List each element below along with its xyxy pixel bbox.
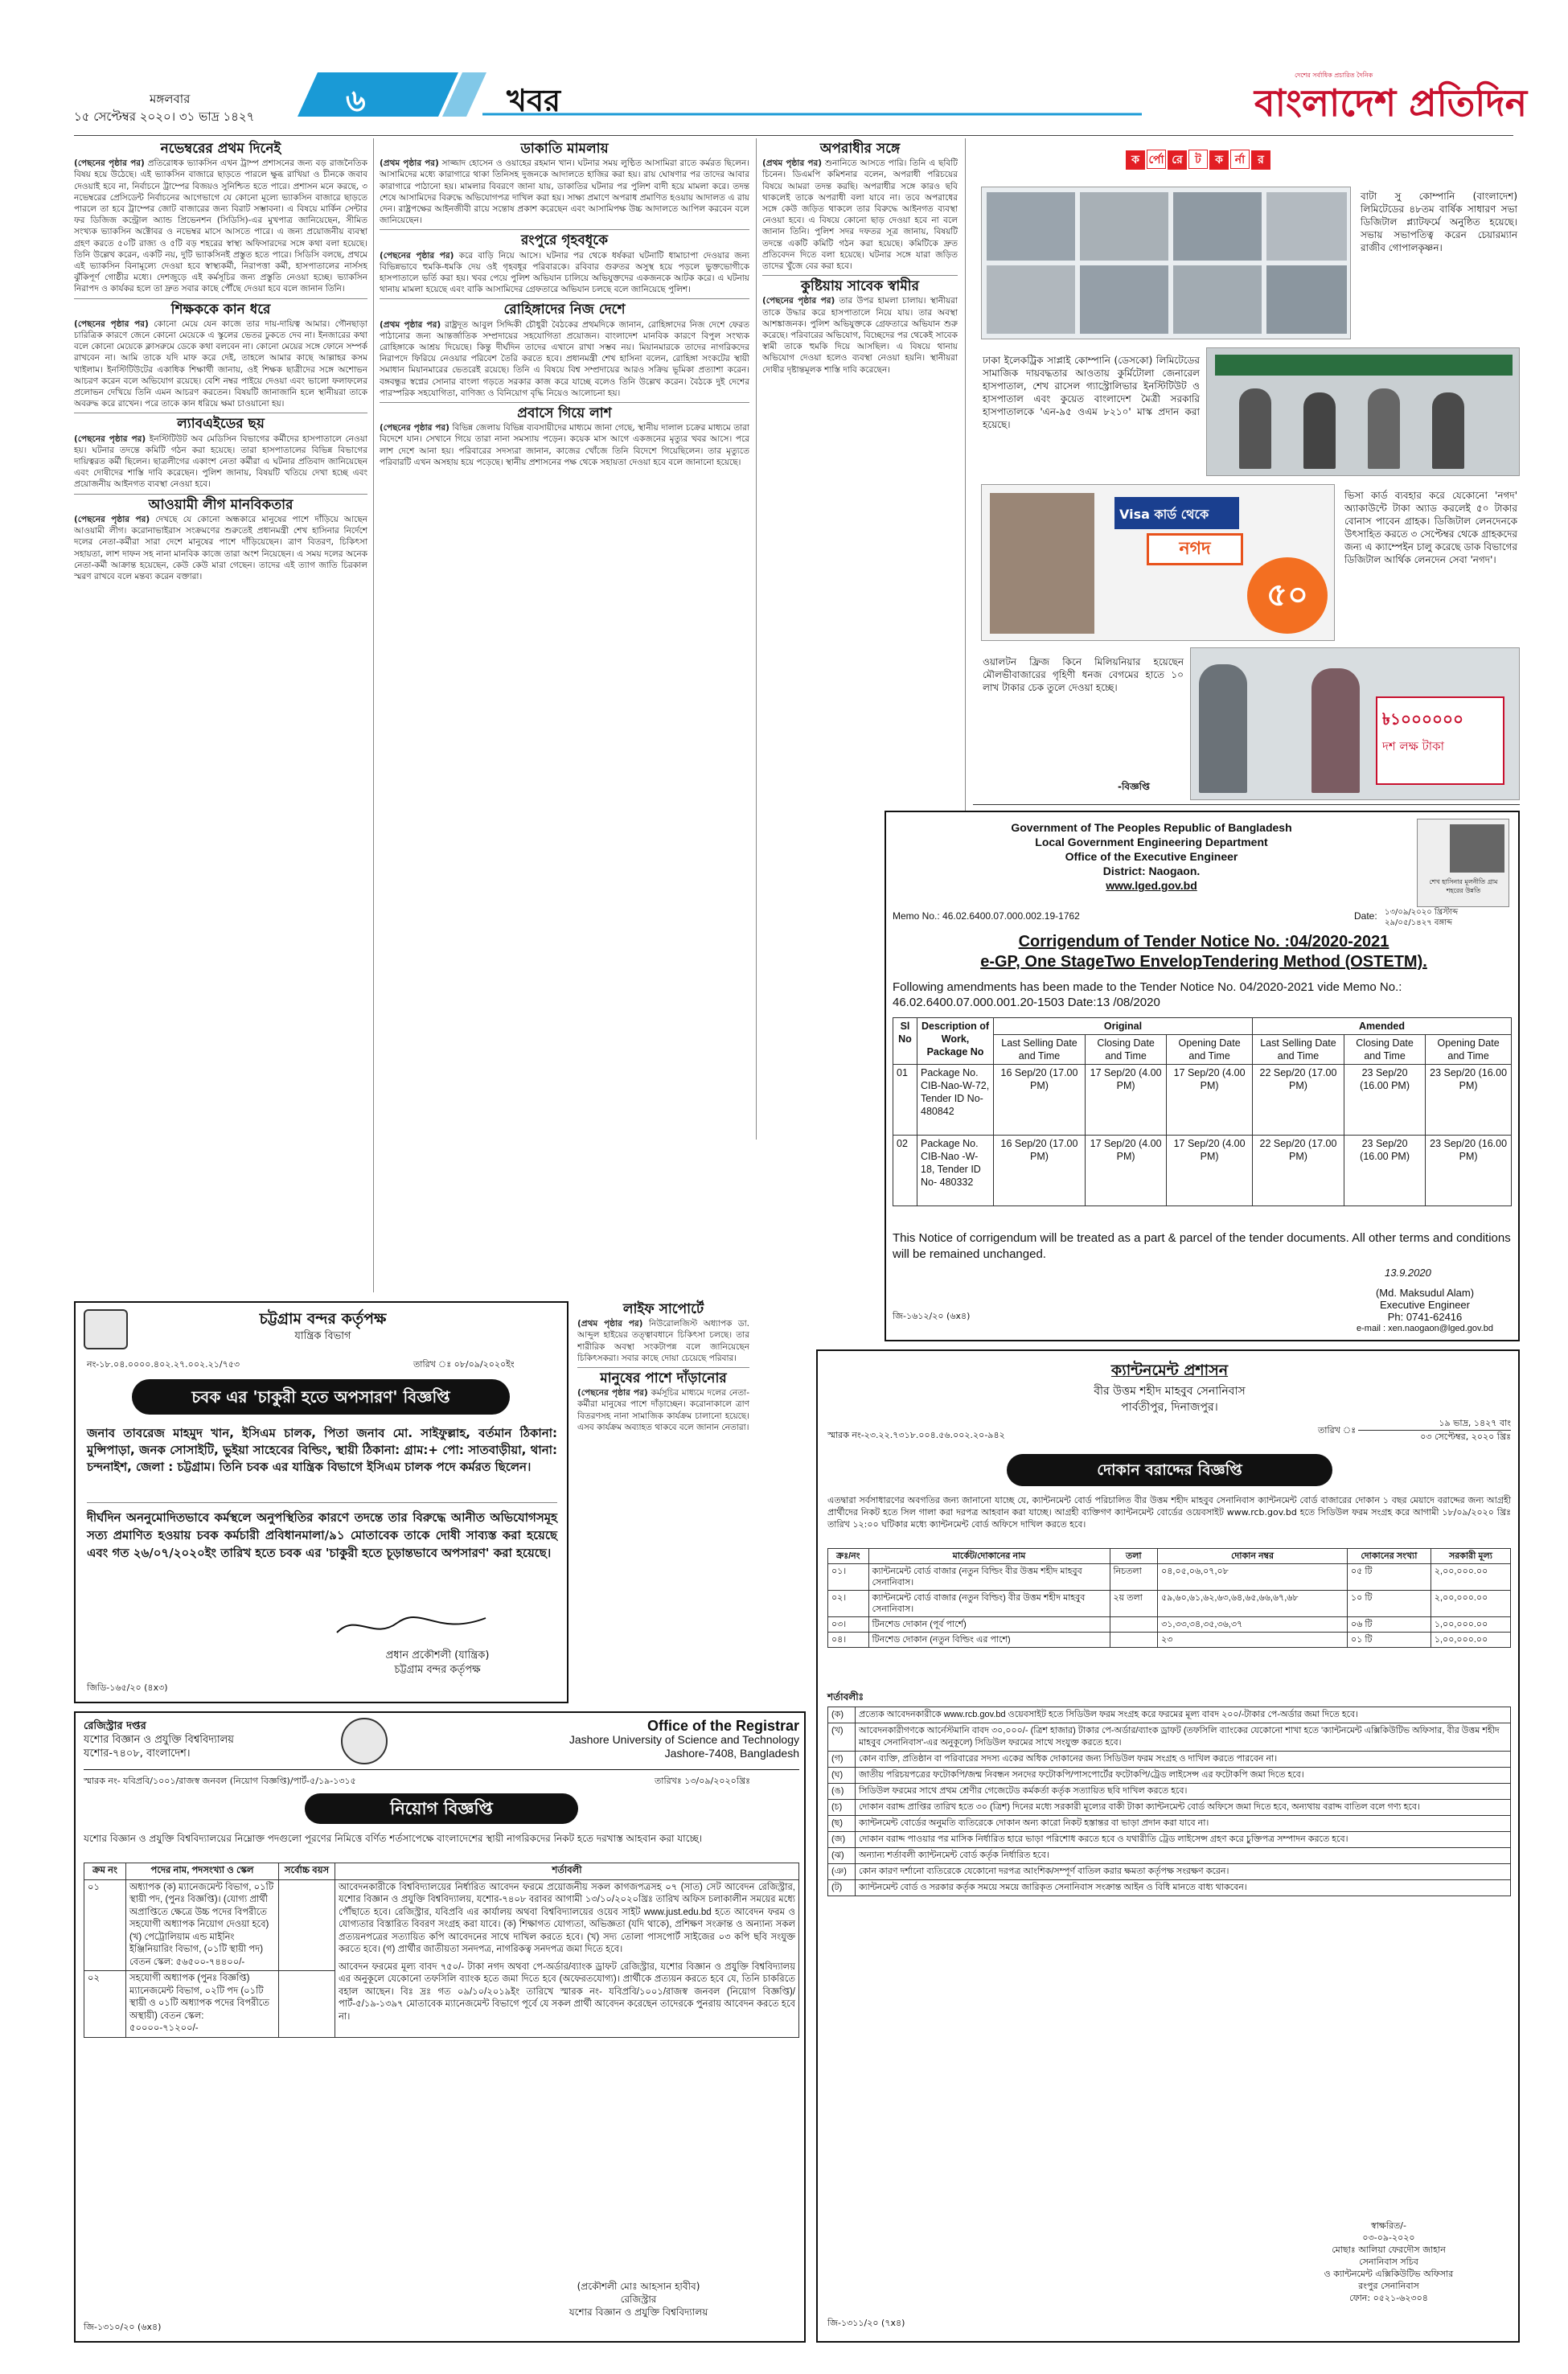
lged-memo: Memo No.: 46.02.6400.07.000.002.19-1762 [893, 910, 1080, 922]
cell [279, 1971, 335, 2038]
cell: ২,০০,০০০.০০ [1430, 1564, 1510, 1591]
lged-website: www.lged.gov.bd [1106, 879, 1197, 892]
lged-sign-name: (Md. Maksudul Alam) [1375, 1287, 1475, 1299]
term-row: (ট) ক্যান্টনমেন্ট বোর্ড ও সরকার কর্তৃক সময়ে সময়ে জারিকৃত সেনানিবাস সংক্রান্ত আইন ও বিধি মানতে বাধ্য থাকবেন। [828, 1880, 1511, 1896]
cant-line3: পার্বতীপুর, দিনাজপুর। [1121, 1401, 1218, 1414]
th-sub: Last Selling Date and Time [994, 1035, 1086, 1065]
article-body: প্রতিরোধক ভ্যাকসিন এখন ট্রাম্প প্রশাসনের জন্য বড় রাজনৈতিক বিষয় হয়ে উঠেছে। এই ভ্যাকসিন বাজারে ছাড়তে পারলে ক্ষুব্ধ রাখিয়া ও চীনকে জবাব দেওয়াই হবে না, নির্বাচনে ট্রাম্পের বিজয়ও সুনিশ্চিত হতে পারে। প্রশাসন মনে করছে, ৩ নভেম্বরের প্রেসিডেন্ট নির্বাচনের আগেভাগে যে কোনো মূল্যে ভ্যাকসিন বাজারে ছাড়তে পারলে তা হবে ট্রাম্পের জোট বাজারের জন্য বিরাট সম্ভাবনা। এ বিষয়ে মার্কিন সেন্টার ফর ডিজিজ কন্ট্রোল অ্যান্ড প্রিভেনশন (সিডিসি)-এর মুখপাত্র জানিয়েছেন, সীমিত সংখ্যক ভ্যাকসিন অক্টোবর ও নভেম্বর মাসে আসতে পারে। এ জন্য প্রয়োজনীয় ব্যবস্থা গ্রহণ করতে ৫০টি রাজ্য ও ৫টি বড় শহরের স্বাস্থ্য অফিসারদের সঙ্গে কথা বলা হয়েছে। তিনি উল্লেখ করেন, একটি নয়, দুটি ভ্যাকসিনই প্রস্তুত হতে পারে। সিডিসি বলছে, প্রথমে এই ভ্যাকসিন বিনামূল্যে দেওয়া হবে স্বাস্থ্যকর্মী, নিরাপত্তা কর্মী, হাসপাতালের নার্সসহ ঝুঁকিপূর্ণ গোষ্ঠীর মধ্যে। দেশজুড়ে এই কর্মসূচির জন্য প্রস্তুতি নেওয়া হচ্ছে। ভ্যাকসিন নিরাপদ ও কার্যকর হলে তা দ্রুত সবার কাছে পৌঁছে দেওয়া হবে বলে জানান তিনি। [74, 158, 367, 294]
article-title: নভেম্বরের প্রথম দিনেই [160, 141, 281, 157]
lged-ref: জি-১৬১২/২০ (৬x৪) [893, 1311, 971, 1321]
cell-sl: 01 [893, 1065, 917, 1136]
table-row [893, 1065, 1512, 1136]
term-row: (ঙ) সিডিউল ফরমের সাথে প্রথম শ্রেণীর গেজেটেড কর্মকর্তা কর্তৃক সত্যায়িত ছবি দাখিল করতে হবে। [828, 1784, 1511, 1800]
th-sub: Last Selling Date and Time [1252, 1035, 1344, 1065]
corporate-caption-bata: বাটা সু কোম্পানি (বাংলাদেশ) লিমিটেডের ৪৮তম বার্ষিক সাধারণ সভা ডিজিটাল প্ল্যাটফর্মে অনুষ্ঠিত হয়েছে। সভায় সভাপতিত্ব করেন চেয়ারম্যান রাজীব গোপালকৃষ্ণন। [1361, 191, 1517, 253]
cell: 16 Sep/20 (17.00 PM) [994, 1136, 1086, 1206]
port-sign-org: চট্টগ্রাম বন্দর কর্তৃপক্ষ [394, 1664, 481, 1676]
article-body: বিভিন্ন জেলায় বিভিন্ন ব্যবসায়ীদের মাধ্যমে জানা গেছে, স্থানীয় দালাল চক্রের মাধ্যমে তারা বিদেশে যান। সেখানে গিয়ে তারা নানা সমস্যায় পড়েন। কয়েক মাস আগে একজনের মৃত্যুর খবর আসে। পরে লাশ দেশে আনা হয়। পরিবারের সদস্যরা জানান, কাজের খোঁজে তিনি বিদেশে গিয়েছিলেন। তার মৃত্যুতে পরিবারটি এখন অসহায় হয়ে পড়েছে। স্থানীয় প্রশাসনের পক্ষ থেকে সহায়তা দেওয়া হবে বলে জানানো হয়েছে। [380, 423, 749, 467]
lged-email: e-mail : xen.naogaon@lged.gov.bd [1357, 1324, 1493, 1333]
th-desc: Description of Work, Package No [917, 1018, 994, 1065]
cell: ১,০০,০০০.০০ [1430, 1633, 1510, 1648]
lged-line4: District: Naogaon. [1102, 865, 1201, 877]
cell: 23 Sep/20 (16.00 PM) [1426, 1065, 1512, 1136]
lged-date-label: Date: [1354, 910, 1377, 922]
article-body: নিউরোলজিস্ট অধ্যাপক ডা. আব্দুল হাইয়ের তত্ত্বাবধানে চিকিৎসা চলছে। তার শারীরিক অবস্থা সংকটাপন্ন বলে জানিয়েছেন চিকিৎসকরা। সবার কাছে দোয়া চেয়েছে পরিবার। [577, 1319, 749, 1363]
just-right1: Office of the Registrar [646, 1718, 799, 1734]
cell-desc: Package No. CIB-Nao -W-18, Tender ID No- 480332 [917, 1136, 994, 1206]
th: ক্রঃ/নং [828, 1549, 869, 1564]
nagad-visa-label: Visa কার্ড থেকে [1114, 497, 1239, 529]
th: পদের নাম, পদসংখ্যা ও স্কেল [126, 1863, 279, 1880]
article-body: সাজ্জাদ হোসেন ও ওয়াহের রহমান খান। ঘটনার সময় লুণ্ঠিত আসামিরা রাতে কর্মরত ছিলেন। আসামিদের মধ্যে কারাগারে থাকা তিনিসহ দুজনকে আদালতে হাজির করা হয়। রায় ঘোষণার পর তাদের আবার কারাগারে পাঠানো হয়। মামলার বিবরণে জানা যায়, ডাকাতির ঘটনার পর পুলিশ বাদী হয়ে মামলা করে। তদন্ত শেষে আসামিদের বিরুদ্ধে অভিযোগপত্র দাখিল করা হয়। সাক্ষ্য প্রমাণে অপরাধ প্রমাণিত হওয়ায় আদালত এ রায় দেন। রাষ্ট্রপক্ষের আইনজীবী রায়ে সন্তোষ প্রকাশ করেছেন এবং আসামিপক্ষ উচ্চ আদালতে আপিল করবেন বলে জানিয়েছেন। [380, 158, 749, 226]
header-day: মঙ্গলবার [150, 92, 191, 106]
just-table [84, 1863, 799, 2038]
cell: ০৩। [828, 1617, 869, 1633]
cant-sign-title: ও ক্যান্টনমেন্ট এক্সিকিউটিভ অফিসার [1324, 2269, 1454, 2279]
lged-heading1: Corrigendum of Tender Notice No. :04/2020-2021 [1018, 933, 1389, 951]
cant-shop-table [827, 1548, 1511, 1648]
article-body: শুনানিতে আসতে পারি। তিনি এ ছবিটি চিনেন। ডিএমপি কমিশনার বলেন, অপরাধী পরিচয়ের বিষয়ে আমরা তদন্ত করছি। অপরাধীর সঙ্গে কারও ছবি থাকলেই তাকে অপরাধী বলা যাবে না। তবে অপরাধের সঙ্গে কেউ জড়িত থাকলে তার বিরুদ্ধে আইনগত ব্যবস্থা নেওয়া হবে। এ বিষয়ে কোনো ছাড় দেওয়া হবে না বলে জানান তিনি। পুলিশ সদর দফতর সূত্র জানায়, বিষয়টি তদন্তে একটি কমিটি গঠন করা হয়েছে। কমিটিকে দ্রুত প্রতিবেদন দিতে বলা হয়েছে। ঘটনার সঙ্গে যারা জড়িত তাদের খুঁজে বের করা হবে। [762, 158, 958, 272]
article-title: ডাকাতি মামলায় [520, 141, 609, 157]
term-row: (ঘ) জাতীয় পরিচয়পত্রের ফটোকপি/জন্ম নিবন্ধন সনদের ফটোকপি/পাসপোর্টের ফটোকপি/ট্রেড লাইসেন্স এর ফটোকপি জমা দিতে হবে। [828, 1768, 1511, 1784]
just-ref: জি-১৩১০/২০ (৬x৪) [84, 2322, 162, 2332]
just-sign-name: (প্রকৌশলী মোঃ আহসান হাবীব) [577, 2281, 700, 2292]
article-lead: (পেছনের পৃষ্ঠার পর) [74, 158, 145, 169]
cell: 23 Sep/20 (16.00 PM) [1426, 1136, 1512, 1206]
just-terms: আবেদনকারীকে বিশ্ববিদ্যালয়ের নির্ধারিত আবেদন ফরমে প্রয়োজনীয় সকল কাগজপত্রসহ ০৭ (সাত) সেট আবেদন রেজিস্ট্রার, যশোর বিজ্ঞান ও প্রযুক্তি বিশ্ববিদ্যালয়, যশোর-৭৪০৮ বরাবর আগামী ১৩/১০/২০২০খ্রিঃ তারিখ অফিস চলাকালীন সময়ের মধ্যে পৌঁছাতে হবে। রেজিস্ট্রার, যবিপ্রবি এর কার্যালয় অথবা বিশ্ববিদ্যালয়ের ওয়েব সাইট www.just.edu.bd হতে আবেদন ফরম ও যোগ্যতার বিস্তারিত বিবরণ সংগ্রহ করা যাবে। (ক) শিক্ষাগত যোগ্যতা, অভিজ্ঞতা (যদি থাকে), প্রশিক্ষণ সংক্রান্ত ও অন্যান্য সকল প্রত্যয়নপত্রের সত্যায়িত কপি আবেদনের সাথে দাখিল করতে হবে। (খ) সদ্য তোলা পাসপোর্ট সাইজের ০৩ কপি ছবি সংযুক্ত করতে হবে। (গ) প্রার্থীর জাতীয়তা সনদপত্র, নাগরিকত্ব সনদপত্র জমা দিতে হবে। [339, 1882, 795, 1954]
cell: নিচতলা [1110, 1564, 1158, 1591]
cell: ২৩ [1158, 1633, 1348, 1648]
cant-sign-name: মোছাঃ আলিয়া ফেরদৌস জাহান [1332, 2245, 1446, 2255]
article-title: কুষ্টিয়ায় সাবেক স্বামীর [800, 278, 920, 295]
just-heading-pill: নিয়োগ বিজ্ঞপ্তি [305, 1793, 578, 1824]
header-date: ১৫ সেপ্টেম্বর ২০২০। ৩১ ভাদ্র ১৪২৭ [74, 109, 255, 124]
port-date: তারিখ ঃ ০৮/০৯/২০২০ইং [413, 1359, 515, 1370]
article-title: লাইফ সাপোর্টে [622, 1301, 704, 1317]
cant-date-label: তারিখ ঃ [1318, 1425, 1357, 1435]
cant-terms-table [827, 1707, 1511, 1896]
mujib-badge [1417, 819, 1509, 907]
cell [1110, 1617, 1158, 1633]
just-left2: যশোর বিজ্ঞান ও প্রযুক্তি বিশ্ববিদ্যালয় [84, 1734, 234, 1746]
th-original: Original [994, 1018, 1253, 1035]
th-sl: Sl No [893, 1018, 917, 1065]
logo-tagline: দেশের সর্বাধিক প্রচারিত দৈনিক [1295, 72, 1373, 79]
term-row: (ঞ) কোন কারণ দর্শানো ব্যতিরেকে যেকোনো দরপত্র আংশিক/সম্পূর্ণ বাতিল করার ক্ষমতা কর্তৃপক্ষ সংরক্ষণ করেন। [828, 1864, 1511, 1880]
term-row: (ক) প্রত্যেক আবেদনকারীকে www.rcb.gov.bd ওয়েবসাইট হতে সিডিউল ফরম সংগ্রহ করে ফরমের মূল্য বাবদ ২০০/-টাকার পে-অর্ডার জমা দিতে হবে। [828, 1707, 1511, 1723]
article-lead: (প্রথম পৃষ্ঠার পর) [577, 1319, 643, 1329]
just-recruitment-notice [74, 1711, 806, 2343]
lged-table [893, 1017, 1512, 1206]
corporate-caption-walton: ওয়ালটন ফ্রিজ কিনে মিলিয়নিয়ার হয়েছেন মৌলভীবাজারের গৃহিণী ধনজ বেগমের হাতে ১০ লাখ টাকার চেক তুলে দেওয়া হচ্ছে। [983, 656, 1184, 693]
table-row [893, 1136, 1512, 1206]
cell: ১,০০,০০০.০০ [1430, 1617, 1510, 1633]
term-row: (জ) দোকান বরাদ্দ পাওয়ার পর মাসিক নির্ধারিত হারে ভাড়া পরিশোধ করতে হবে ও যথারীতি ট্রেড লাইসেন্স গ্রহণ করে চুক্তিপত্র সম্পাদন করতে হবে। [828, 1832, 1511, 1848]
nagad-brand-logo: নগদ [1147, 533, 1243, 565]
cant-ref: জি-১৩১১/২০ (৭x৪) [827, 2318, 905, 2328]
cell: ০৪। [828, 1633, 869, 1648]
cell: ১০ টি [1348, 1591, 1431, 1617]
just-right2: Jashore University of Science and Technology [569, 1733, 799, 1746]
article-lead: (পেছনের পৃষ্ঠার পর) [74, 514, 150, 524]
cell: ২,০০,০০০.০০ [1430, 1591, 1510, 1617]
just-left3: যশোর-৭৪০৮, বাংলাদেশ। [84, 1748, 191, 1760]
cell: 17 Sep/20 (4.00 PM) [1167, 1065, 1253, 1136]
cell: ক্যান্টনমেন্ট বোর্ড বাজার (নতুন বিল্ডিং) বীর উত্তম শহীদ মাহবুব সেনানিবাস। [868, 1591, 1110, 1617]
cant-line2: বীর উত্তম শহীদ মাহবুব সেনানিবাস [1094, 1385, 1246, 1398]
cant-sign-title: রংপুর সেনানিবাস [1358, 2281, 1419, 2291]
nagad-bonus-badge: ৫০ [1247, 557, 1328, 634]
table-row [828, 1633, 1511, 1648]
th: সর্বোচ্চ বয়স [279, 1863, 335, 1880]
term-row: (চ) দোকান বরাদ্দ প্রাপ্তির তারিখ হতে ৩০ (ত্রিশ) দিনের মধ্যে সরকারী মূল্যের বাকী টাকা ক্যান্টনমেন্ট বোর্ড অফিসে জমা দিতে হবে, অন্যথায় বরাদ্দ বাতিল বলে গণ্য হবে। [828, 1800, 1511, 1816]
cell: ০২। [828, 1591, 869, 1617]
cell: 23 Sep/20 (16.00 PM) [1344, 1065, 1425, 1136]
article-lead: (প্রথম পৃষ্ঠার পর) [380, 319, 441, 330]
port-sign-role: প্রধান প্রকৌশলী (যান্ত্রিক) [385, 1649, 490, 1661]
cant-sign-label: স্বাক্ষরিত/- [1371, 2220, 1406, 2231]
port-paragraph1: জনাব তাবরেজ মাহমুদ খান, ইসিএম চালক, পিতা জনাব মো. সাইফুল্লাহ, বর্তমান ঠিকানা: মুন্সিপাড়া, জনক সোসাইটি, ভুইয়া সাহেবের বিল্ডিং, স্থায়ী ঠিকানা: গ্রাম:+ পো: সাতবাড়ীয়া, থানা: চন্দনাইশ, জেলা : চট্টগ্রাম। তিনি চবক এর যান্ত্রিক বিভাগে ইসিএম চালক পদে কর্মরত ছিলেন। [87, 1426, 557, 1474]
article-title: রংপুরে গৃহবধূকে [520, 232, 609, 249]
cell: ক্যান্টনমেন্ট বোর্ড বাজার (নতুন বিল্ডিং বীর উত্তম শহীদ মাহবুব সেনানিবাস। [868, 1564, 1110, 1591]
photo-nagad-campaign [981, 484, 1335, 641]
lged-date-bangabda: ২৯/০৫/১৪২৭ বঙ্গাব্দ [1385, 918, 1452, 927]
table-row [828, 1617, 1511, 1633]
port-memo: নং-১৮.০৪.০০০০.৪০২.২৭.০০২.২১/৭৫৩ [87, 1359, 240, 1370]
th: দোকান নম্বর [1158, 1549, 1348, 1564]
th: মার্কেট/দোকানের নাম [868, 1549, 1110, 1564]
cell: টিনশেড দোকান (পূর্ব পার্শে) [868, 1617, 1110, 1633]
port-title: চট্টগ্রাম বন্দর কর্তৃপক্ষ [259, 1310, 387, 1328]
portrait-image [1450, 824, 1504, 873]
article-title: রোহিঙ্গাদের নিজ দেশে [503, 302, 626, 318]
news-column-1 [74, 138, 367, 1292]
port-paragraph2: দীর্ঘদিন অননুমোদিতভাবে কর্মস্থলে অনুপস্থিতির কারণে তদন্তে তার বিরুদ্ধে আনীত অভিযোগসমূহ সত্য প্রমাণিত হওয়ায় চবক কর্মচারী প্রবিধানমালা/৯১ মোতাবেক তাকে দোষী সাব্যস্ত করা হয়েছে এবং গত ২৬/০৭/২০২০ইং তারিখ হতে চবক এর 'চাকুরী হতে চূড়ান্তভাবে অপসারণ' করা হয়েছে। [87, 1510, 557, 1560]
just-left1: রেজিস্ট্রার দপ্তর [84, 1720, 146, 1732]
lged-line1: Government of The Peoples Republic of Bangladesh [1011, 821, 1292, 834]
lged-sign-title: Executive Engineer [1379, 1299, 1470, 1311]
section-title: খবর [507, 83, 561, 118]
cell: 23 Sep/20 (16.00 PM) [1344, 1136, 1425, 1206]
corporate-credit: -বিজ্ঞপ্তি [1118, 781, 1150, 792]
news-column-2 [380, 138, 749, 1417]
cell: ০৬ টি [1348, 1617, 1431, 1633]
article-lead: (পেছনের পৃষ্ঠার পর) [74, 433, 146, 444]
cell: ০১। [828, 1564, 869, 1591]
cant-sign-date: ০৩-০৯-২০২০ [1362, 2232, 1415, 2243]
table-row [828, 1564, 1511, 1591]
th: শর্তাবলী [335, 1863, 799, 1880]
article-lead: (প্রথম পৃষ্ঠার পর) [380, 158, 439, 169]
term-row: (খ) আবেদনকারীগণকে আর্নেস্টমানি বাবদ ৩০,০০০/- (ত্রিশ হাজার) টাকার পে-অর্ডার/ব্যাংক ড্রাফট (তফসিলি ব্যাংকের যেকোনো শাখা হতে 'ক্যান্টনমেন্ট এক্সিকিউটিভ অফিসার, বীর উত্তম শহীদ মাহবুব সেনানিবাস'-এর অনুকূলে) সিডিউল ফরমের সাথে সংযুক্ত করতে হবে। [828, 1723, 1511, 1752]
just-sign-title: রেজিস্ট্রার [620, 2294, 657, 2305]
cell: 17 Sep/20 (4.00 PM) [1167, 1136, 1253, 1206]
cell: 22 Sep/20 (17.00 PM) [1252, 1065, 1344, 1136]
th-amended: Amended [1252, 1018, 1511, 1035]
cant-phone: ফোন: ০৫২১-৬২৩০৪ [1349, 2293, 1428, 2303]
corporate-corner-title: ক র্পো রে ট ক র্না র [1126, 150, 1272, 170]
article-title: আওয়ামী লীগ মানবিকতার [148, 496, 293, 513]
cell: ০২ [84, 1971, 126, 2038]
table-row [828, 1591, 1511, 1617]
logo: বাংলাদেশ প্রতিদিন [1254, 81, 1528, 125]
article-title: মানুষের পাশে দাঁড়ানোর [600, 1370, 727, 1387]
page-number: ৬ [346, 83, 366, 118]
cant-title: ক্যান্টনমেন্ট প্রশাসন [1110, 1362, 1229, 1379]
article-body: কোনো মেয়ে যেন কাজে তার দায়-দায়িত্ব আমার। গৌনছাড়া চারিত্রিক কারণে জেনে কোনো মেয়েকে এ স্কুলের ভেতর ঢুকতে দেব না। ইনজারের কথা বলে কোনো মেয়েকে ক্লাসরুমে ডেকে কথা বলবেন না। কোনো মেয়ের সঙ্গে ফোনে সম্পর্ক রাখবেন না। আমি তাকে যদি মাফ করে দেই, তাহলে আমার কাছে আল্লাহর কসম খাইলাম। ইনস্টিটিউটের একাধিক শিক্ষার্থী জানায়, ওই শিক্ষক ছাত্রীদের সঙ্গে অশোভন আচরণ করেন বলে অভিযোগ রয়েছে। বেশি নম্বর পাইয়ে দেওয়া এবং ভালো ফলাফলের প্রলোভন দেখিয়ে তিনি এমন আচরণ করতেন। বিষয়টি জানাজানি হলে স্থানীয়রা তাকে অবরুদ্ধ করে রাখেন। পরে তাকে কান ধরিয়ে ক্ষমা চাওয়ানো হয়। [74, 318, 367, 409]
article-body: রাষ্ট্রদূত আবুল সিদ্দিকী চৌধুরী বৈঠকের প্রথমদিকে জানান, রোহিঙ্গাদের নিজ দেশে ফেরত পাঠানোর জন্য আন্তর্জাতিক সম্প্রদায়ের সহযোগিতা প্রয়োজন। বাংলাদেশ মানবিক কারণে বিপুল সংখ্যক রোহিঙ্গাকে আশ্রয় দিয়েছে। কিন্তু দীর্ঘদিন তাদের এখানে রাখা সম্ভব নয়। মিয়ানমারকে তাদের নাগরিকদের নিরাপদে ফিরিয়ে নেওয়ার পরিবেশ তৈরি করতে হবে। প্রধানমন্ত্রী শেখ হাসিনা বলেন, রোহিঙ্গা সংকটের স্থায়ী সমাধান মিয়ানমারের ভেতরেই রয়েছে। তিনি এ বিষয়ে বিশ্ব সম্প্রদায়ের আরও সক্রিয় ভূমিকা প্রত্যাশা করেন। বঙ্গবন্ধুর স্বপ্নের সোনার বাংলা গড়তে সরকার কাজ করে যাচ্ছে বলেও তিনি উল্লেখ করেন। বৈঠকে দুই দেশের পারস্পরিক সহযোগিতা, বাণিজ্য ও বিনিয়োগ বৃদ্ধি নিয়েও আলোচনা হয়। [380, 319, 749, 398]
th-sub: Closing Date and Time [1086, 1035, 1167, 1065]
table-row [84, 1879, 799, 1971]
cell: সহযোগী অধ্যাপক (পুনঃ বিজ্ঞপ্তি) ম্যানেজমেন্ট বিভাগ, ০২টি পদ (০১টি স্থায়ী ও ০১টি অধ্যাপক পদের বিপরীতে অস্থায়ী) বেতন স্কেল: ৫০০০০-৭১২০০/- [126, 1971, 279, 2038]
lged-tender-notice [885, 811, 1520, 1341]
cell: 17 Sep/20 (4.00 PM) [1086, 1136, 1167, 1206]
lged-sign-date: 13.9.2020 [1385, 1267, 1431, 1279]
photo-walton-cheque [1190, 647, 1520, 800]
corporate-caption-nagad: ভিসা কার্ড ব্যবহার করে যেকোনো 'নগদ' অ্যাকাউন্টে টাকা অ্যাড করলেই ৫০ টাকার বোনাস পাবেন গ্রাহক। ডিজিটাল লেনদেনকে উৎসাহিত করতে ৩ সেপ্টেম্বর থেকে গ্রাহকদের জন্য এ ক্যাম্পেইন চালু করেছে ডাক বিভাগের ডিজিটাল আর্থিক লেনদেন সেবা 'নগদ'। [1344, 490, 1517, 565]
port-signature [333, 1608, 494, 1645]
lged-intro: Following amendments has been made to the Tender Notice No. 04/2020-2021 vide Memo No.: 46.02.6400.07.000.001.20-1503 Date:13 /08/2020 [893, 980, 1402, 1009]
cant-intro: এতদ্বারা সর্বসাধারণের অবগতির জন্য জানানো যাচ্ছে যে, ক্যান্টনমেন্ট বোর্ড পরিচালিত বীর উত্তম শহীদ মাহবুব সেনানিবাস ক্যান্টনমেন্ট বোর্ড বাজারের দোকান ১ বছর মেয়াদে বরাদ্দের জন্য আগ্রহী প্রার্থীদের নিকট হতে সিল গালা করা দরপত্র আহবান করা যাচ্ছে। আগ্রহী ব্যক্তিগণ ক্যান্টনমেন্ট বোর্ডের ওয়েবসাইট www.rcb.gov.bd হতে সিডিউল ফরম সংগ্রহ করে আগামী ১৮/০৯/২০২০ খ্রিঃ তারিখ ১২:০০ ঘটিকার মধ্যে ক্যান্টনমেন্ট বোর্ড অফিসে দাখিল করতে হবে। [827, 1495, 1511, 1530]
cell: ০৫ টি [1348, 1564, 1431, 1591]
cell-desc: Package No. CIB-Nao-W-72, Tender ID No- 480842 [917, 1065, 994, 1136]
cell: ৫৯,৬০,৬১,৬২,৬৩,৬৪,৬৫,৬৬,৬৭,৬৮ [1158, 1591, 1348, 1617]
just-seal-icon [341, 1718, 388, 1764]
just-intro: যশোর বিজ্ঞান ও প্রযুক্তি বিশ্ববিদ্যালয়ের নিম্নোক্ত পদগুলো পূরণের নিমিত্তে বর্ণিত শর্তসাপেক্ষে বাংলাদেশের স্থায়ী নাগরিকদের নিকট হতে দরখাস্ত আহবান করা যাচ্ছে। [84, 1833, 703, 1844]
cant-date-bn: ১৯ ভাদ্র, ১৪২৭ বাং [1358, 1417, 1511, 1431]
th-sub: Opening Date and Time [1167, 1035, 1253, 1065]
port-ref: জিডি-১৬৫/২০ (৪x৩) [87, 1682, 168, 1693]
article-lead: (পেছনের পৃষ্ঠার পর) [762, 296, 835, 306]
article-title: অপরাধীর সঙ্গে [819, 141, 901, 157]
just-date: তারিখঃ ১৩/০৯/২০২০খ্রিঃ [655, 1776, 751, 1786]
article-body: কর্মসূচির মাধ্যমে দলের নেতা-কর্মীরা মানুষের পাশে দাঁড়াচ্ছেন। করোনাকালে ত্রাণ বিতরণসহ নানা সামাজিক কার্যক্রম চালানো হয়েছে। এসব কার্যক্রম অব্যাহত থাকবে বলে জানান নেতারা। [577, 1388, 749, 1432]
lged-footer: This Notice of corrigendum will be treated as a part & parcel of the tender documents. All other terms and conditions will be remained unchanged. [893, 1231, 1511, 1261]
port-subtitle: যান্ত্রিক বিভাগ [294, 1330, 351, 1342]
th-sub: Opening Date and Time [1426, 1035, 1512, 1065]
cell: ০৪,০৫,০৬,০৭,০৮ [1158, 1564, 1348, 1591]
article-body: ইনস্টিটিউট অব মেডিসিন বিভাগের কর্মীদের হাসপাতালে নেওয়া হয়। ঘটনার তদন্তে কমিটি গঠন করা হয়েছে। তারা হাসপাতালের বিভিন্ন বিভাগের দায়িত্বরত কর্মী ছিলেন। ছাত্রলীগের একাংশ নেতা কর্মীরা এ ঘটনার প্রতিবাদ জানিয়েছেন এবং দোষীদের শাস্তি দাবি করেছেন। পুলিশ জানায়, বিষয়টি খতিয়ে দেখা হচ্ছে এবং প্রয়োজনীয় আইনগত ব্যবস্থা নেওয়া হবে। [74, 433, 367, 490]
lged-line2: Local Government Engineering Department [1035, 836, 1268, 848]
article-body: তার উপর হামলা চালায়। স্থানীয়রা তাকে উদ্ধার করে হাসপাতালে নিয়ে যায়। তার অবস্থা আশঙ্কাজনক। পুলিশ অভিযুক্তকে গ্রেফতারে অভিযান শুরু করেছে। পরিবারের অভিযোগ, বিচ্ছেদের পর থেকেই সাবেক স্বামী তাকে হুমকি দিয়ে আসছিল। এ বিষয়ে থানায় অভিযোগ দেওয়া হলেও ব্যবস্থা নেওয়া হয়নি। স্থানীয়রা দোষীর দৃষ্টান্তমূলক শাস্তি দাবি করেছেন। [762, 296, 958, 375]
lged-date-bn: ১৩/০৯/২০২০ খ্রিস্টাব্দ [1385, 908, 1459, 917]
article-lead: (পেছনের পৃষ্ঠার পর) [380, 250, 454, 261]
article-title: প্রবাসে গিয়ে লাশ [517, 405, 612, 422]
corporate-caption-desco: ঢাকা ইলেকট্রিক সাপ্লাই কোম্পানি (ডেসকো) লিমিটেডের সামাজিক দায়বদ্ধতার আওতায় কুর্মিটোলা জেনারেল হাসপাতাল, শেখ রাসেল গ্যাস্ট্রোলিভার ইনস্টিটিউট ও হাসপাতাল এবং কুয়েত বাংলাদেশ মৈত্রী সরকারি হাসপাতালকে 'এন-৯৫ ওএম ৮২১০' মাস্ক প্রদান করা হয়েছে। [983, 355, 1200, 430]
article-title: ল্যাবএইডের ছয় [177, 416, 265, 433]
th: তলা [1110, 1549, 1158, 1564]
port-notice [74, 1301, 569, 1703]
term-row: (গ) কোন ব্যক্তি, প্রতিষ্ঠান বা পরিবারের সদস্য একের অধিক দোকানের জন্য সিডিউল ফরম সংগ্রহ ও দাখিল করতে পারবেন না। [828, 1752, 1511, 1768]
mujib-slogan: শেখ হাসিনার মূলনীতি গ্রাম শহরের উন্নতি [1429, 878, 1498, 894]
photo-desco-masks [1206, 347, 1520, 476]
article-lead: (পেছনের পৃষ্ঠার পর) [74, 318, 149, 329]
th: দোকানের সংখ্যা [1348, 1549, 1431, 1564]
cell: 17 Sep/20 (4.00 PM) [1086, 1065, 1167, 1136]
cantonment-notice [816, 1349, 1520, 2343]
news-column-2-lower [577, 1299, 749, 1773]
photo-bata-meeting [981, 187, 1351, 339]
cell-sl: 02 [893, 1136, 917, 1206]
cant-heading-pill: দোকান বরাদ্দের বিজ্ঞপ্তি [1007, 1454, 1332, 1486]
cell: 16 Sep/20 (17.00 PM) [994, 1065, 1086, 1136]
article-body: দেখছে যে কোনো অন্ধকারে মানুষের পাশে দাঁড়িয়ে আছেন আওয়ামী লীগ। করোনাভাইরাস সংক্রমণের শুরুতেই প্রধানমন্ত্রী শেখ হাসিনার নির্দেশে দলের নেতা-কর্মীরা সারা দেশে মানুষের পাশে দাঁড়িয়েছেন। ত্রাণ বিতরণ, চিকিৎসা সহায়তা, লাশ দাফন সহ নানা মানবিক কাজে তারা অংশ নিয়েছেন। এ সময় দলের অনেক নেতা-কর্মী আক্রান্ত হয়েছেন, কেউ কেউ মারা গেছেন। তাদের এই ত্যাগ জাতি চিরকাল স্মরণ রাখবে বলে মন্তব্য করেন বক্তারা। [74, 514, 367, 581]
cell: ২য় তলা [1110, 1591, 1158, 1617]
cell: ০১ [84, 1879, 126, 1971]
article-body: করে বাড়ি নিয়ে আসে। ঘটনার পর থেকে ধর্ষকরা ঘটনাটি ধামাচাপা দেওয়ার জন্য বিভিন্নভাবে হুমকি-ধমকি দেয় ওই গৃহবধূর পরিবারকে। রবিবার গুরুতর অসুস্থ হয়ে পড়লে ভুক্তভোগীকে হাসপাতালে ভর্তি করা হয়। খবর পেয়ে পুলিশ অভিযান চালিয়ে অভিযুক্তদের একজনকে আটক করে। এ ঘটনায় থানায় মামলা হয়েছে এবং বাকি আসামিদের গ্রেফতারে অভিযান চলছে বলে জানিয়েছে পুলিশ। [380, 250, 749, 295]
article-title: শিক্ষককে কান ধরে [170, 301, 271, 318]
term-row: (ছ) ক্যান্টনমেন্ট বোর্ডের অনুমতি ব্যতিরেকে দোকান অন্য কারো নিকট হস্তান্তর বা ভাড়া প্রদান করা যাবে না। [828, 1816, 1511, 1832]
walton-cheque-words: দশ লক্ষ টাকা [1382, 739, 1444, 754]
cell: অধ্যাপক (ক) ম্যানেজমেন্ট বিভাগ, ০১টি স্থায়ী পদ, (পুনঃ বিজ্ঞপ্তি)। (যোগ্য প্রার্থী অপ্রাপ্তিতে ক্ষেত্রে উচ্চ পদের বিপরীতে সহযোগী অধ্যাপক নিয়োগ দেওয়া হবে) (খ) পেট্রোলিয়াম এন্ড মাইনিং ইঞ্জিনিয়ারিং বিভাগ, (০১টি স্থায়ী পদ) বেতন স্কেল: ৫৬৫০০-৭৪৪০০/- [126, 1879, 279, 1971]
port-heading-pill: চবক এর 'চাকুরী হতে অপসারণ' বিজ্ঞপ্তি [132, 1379, 510, 1415]
cell: টিনশেড দোকান (নতুন বিল্ডিং এর পাশে) [868, 1633, 1110, 1648]
just-sign-org: যশোর বিজ্ঞান ও প্রযুক্তি বিশ্ববিদ্যালয় [569, 2306, 708, 2318]
just-terms: আবেদন ফরমের মূল্য বাবদ ৭৫০/- টাকা নগদ অথবা পে-অর্ডার/ব্যাংক ড্রাফট রেজিস্ট্রার, যশোর বিজ্ঞান ও প্রযুক্তি বিশ্ববিদ্যালয় এর অনুকূলে যেকোনো তফসিলি ব্যাংক হতে জমা দিতে হবে (অফেরতযোগ্য)। প্রার্থীকে প্রত্যয়ন করতে হবে যে, তিনি চাকরিতে বহাল আছেন। বিঃ দ্রঃ গত ০৯/১০/২০১৯ইং তারিখে স্মারক নং- যবিপ্রবি/১০০১/রাজস্ব জনবল (নিয়োগ বিজ্ঞপ্তি)/পার্ট-৫/১৯-১৩৯৭ মোতাবেক ম্যানেজমেন্ট বিভাগে পূর্বে যে সকল প্রার্থী আবেদন করেছেন তাদেরকে পুনরায় আবেদন করতে হবে না। [339, 1961, 795, 2022]
th: সরকারী মূল্য [1430, 1549, 1510, 1564]
cant-date-en: ০৩ সেপ্টেম্বর, ২০২০ খ্রিঃ [1420, 1431, 1511, 1442]
article-lead: (পেছনের পৃষ্ঠার পর) [380, 423, 449, 433]
lged-phone: Ph: 0741-62416 [1387, 1311, 1463, 1323]
cant-terms-title: শর্তাবলীঃ [827, 1691, 864, 1702]
header-band [298, 72, 1142, 117]
walton-cheque-amount: ৳১০০০০০০ [1382, 709, 1463, 729]
th: ক্রম নং [84, 1863, 126, 1880]
cant-sign-title: সেনানিবাস সচিব [1359, 2257, 1418, 2267]
article-lead: (প্রথম পৃষ্ঠার পর) [762, 158, 823, 169]
just-right3: Jashore-7408, Bangladesh [664, 1747, 799, 1760]
cell: ৩১,৩৩,৩৪,৩৫,৩৬,৩৭ [1158, 1617, 1348, 1633]
cell: 22 Sep/20 (17.00 PM) [1252, 1136, 1344, 1206]
cell [279, 1879, 335, 1971]
cell: ০১ টি [1348, 1633, 1431, 1648]
lged-line3: Office of the Executive Engineer [1065, 850, 1238, 863]
lged-heading2: e-GP, One StageTwo EnvelopTendering Method (OSTETM). [980, 953, 1427, 971]
cell [1110, 1633, 1158, 1648]
just-memo: স্মারক নং- যবিপ্রবি/১০০১/রাজস্ব জনবল (নিয়োগ বিজ্ঞপ্তি)/পার্ট-৫/১৯-১৩১৫ [84, 1776, 356, 1786]
article-lead: (পেছনের পৃষ্ঠার পর) [577, 1388, 648, 1399]
cant-memo: স্মারক নং-২৩.২২.৭৩১৮.০০৪.৫৬.০০২.২০-৯৪২ [827, 1430, 1005, 1440]
th-sub: Closing Date and Time [1344, 1035, 1425, 1065]
term-row: (ঝ) অন্যান্য শর্তাবলী ক্যান্টনমেন্ট বোর্ড কর্তৃক নির্ধারিত হবে। [828, 1848, 1511, 1864]
